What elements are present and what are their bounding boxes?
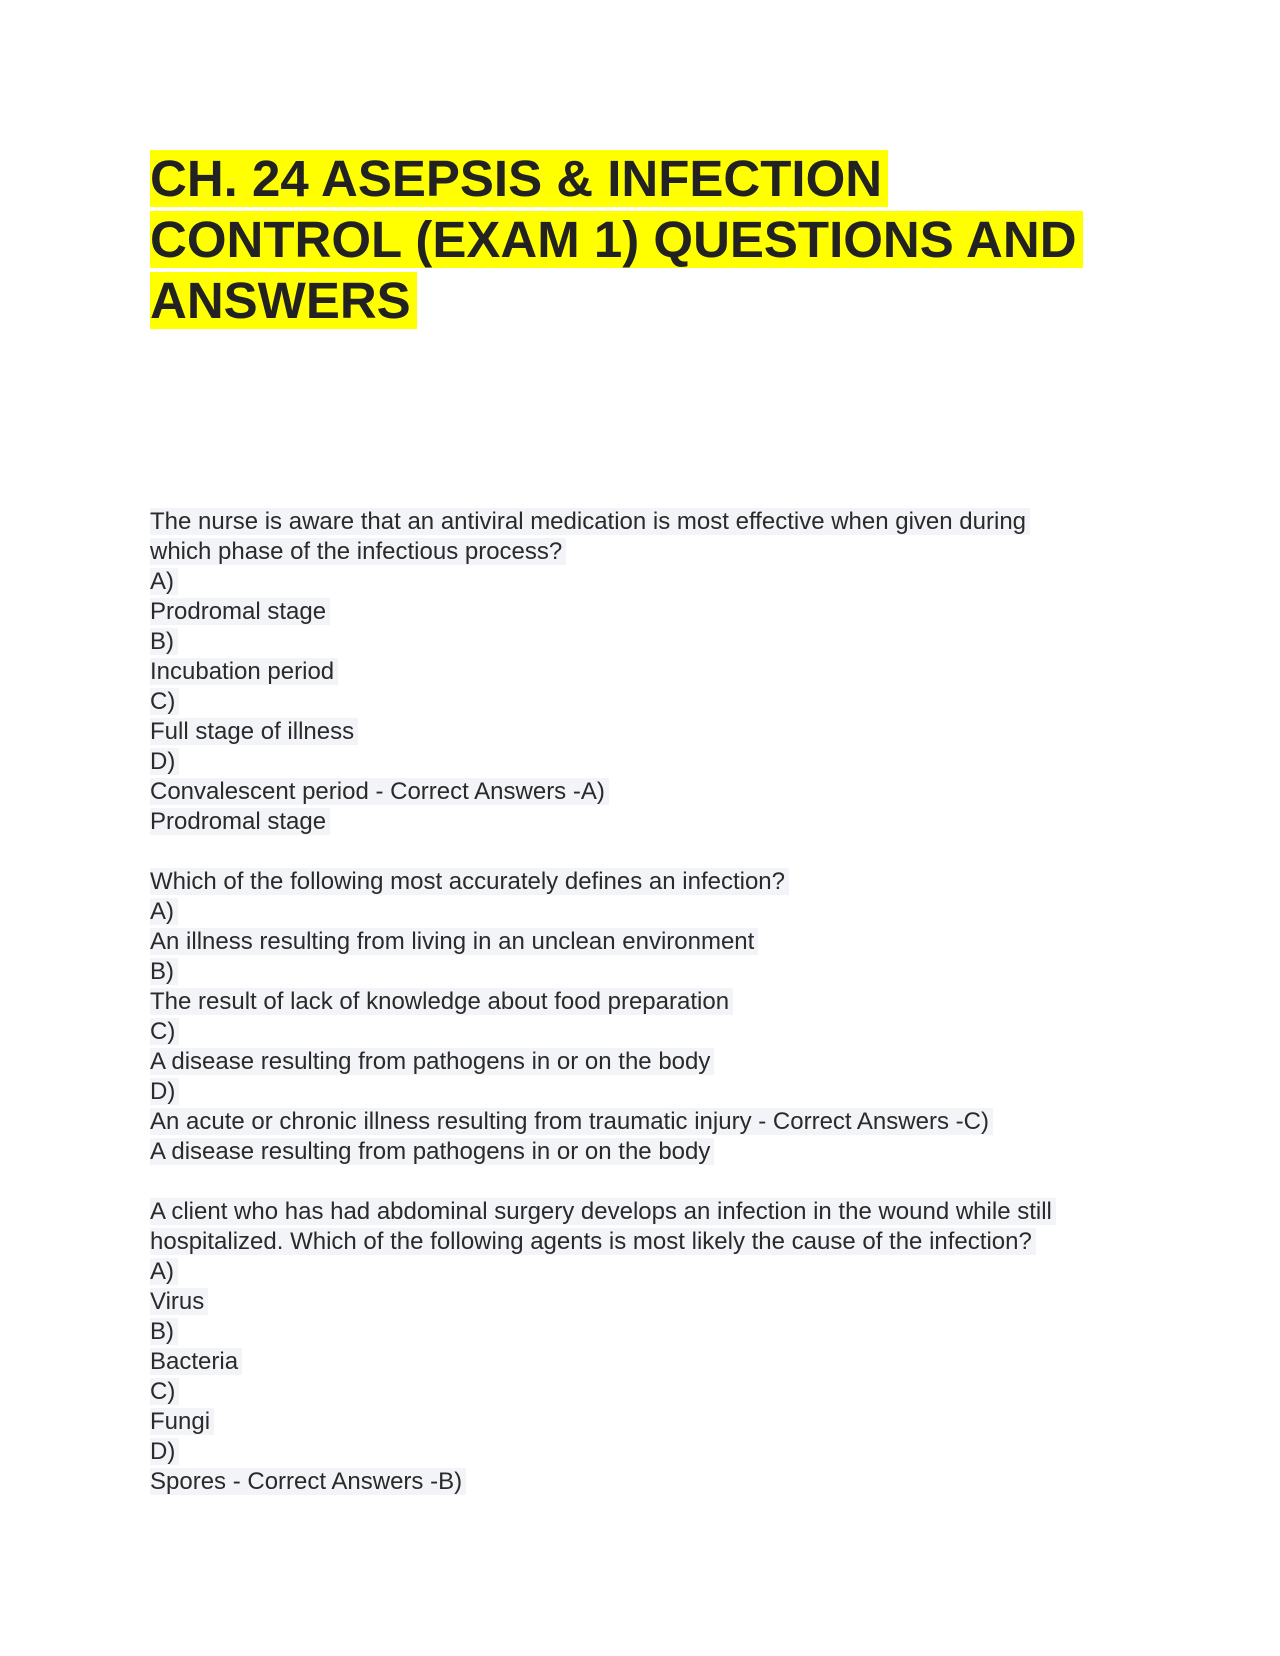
option-text: Virus <box>150 1287 1150 1317</box>
option-text: Bacteria <box>150 1347 1150 1377</box>
document-title <box>150 148 1090 331</box>
option-letter: C) <box>150 687 1150 717</box>
option-letter: A) <box>150 897 1150 927</box>
question-block-1 <box>150 507 1150 837</box>
option-letter: C) <box>150 1017 1150 1047</box>
question-text-line: hospitalized. Which of the following agents is most likely the cause of the infection? <box>150 1227 1150 1257</box>
question-text-line: A client who has had abdominal surgery develops an infection in the wound while still <box>150 1197 1150 1227</box>
option-letter: A) <box>150 1257 1150 1287</box>
option-letter: D) <box>150 1437 1150 1467</box>
option-letter: C) <box>150 1377 1150 1407</box>
option-text: The result of lack of knowledge about food preparation <box>150 987 1150 1017</box>
option-text: A disease resulting from pathogens in or on the body <box>150 1047 1150 1077</box>
correct-answer-text: Prodromal stage <box>150 807 1150 837</box>
option-letter: B) <box>150 957 1150 987</box>
question-text-line: Which of the following most accurately defines an infection? <box>150 867 1150 897</box>
title-line: CONTROL (EXAM 1) QUESTIONS AND <box>150 211 1083 268</box>
option-letter: B) <box>150 627 1150 657</box>
option-letter: A) <box>150 567 1150 597</box>
question-block-2 <box>150 867 1150 1167</box>
option-text: An illness resulting from living in an unclean environment <box>150 927 1150 957</box>
option-text: Fungi <box>150 1407 1150 1437</box>
option-text: Prodromal stage <box>150 597 1150 627</box>
option-text: Full stage of illness <box>150 717 1150 747</box>
option-text-with-answer: An acute or chronic illness resulting from traumatic injury - Correct Answers -C) <box>150 1107 1150 1137</box>
question-block-3 <box>150 1197 1150 1497</box>
title-line: ANSWERS <box>150 272 417 329</box>
option-letter: D) <box>150 747 1150 777</box>
option-text-with-answer: Convalescent period - Correct Answers -A) <box>150 777 1150 807</box>
option-text-with-answer: Spores - Correct Answers -B) <box>150 1467 1150 1497</box>
option-text: Incubation period <box>150 657 1150 687</box>
option-letter: B) <box>150 1317 1150 1347</box>
correct-answer-text: A disease resulting from pathogens in or on the body <box>150 1137 1150 1167</box>
document-body <box>150 507 1150 1527</box>
option-letter: D) <box>150 1077 1150 1107</box>
question-text-line: The nurse is aware that an antiviral medication is most effective when given during <box>150 507 1150 537</box>
question-text-line: which phase of the infectious process? <box>150 537 1150 567</box>
title-line: CH. 24 ASEPSIS & INFECTION <box>150 150 888 207</box>
